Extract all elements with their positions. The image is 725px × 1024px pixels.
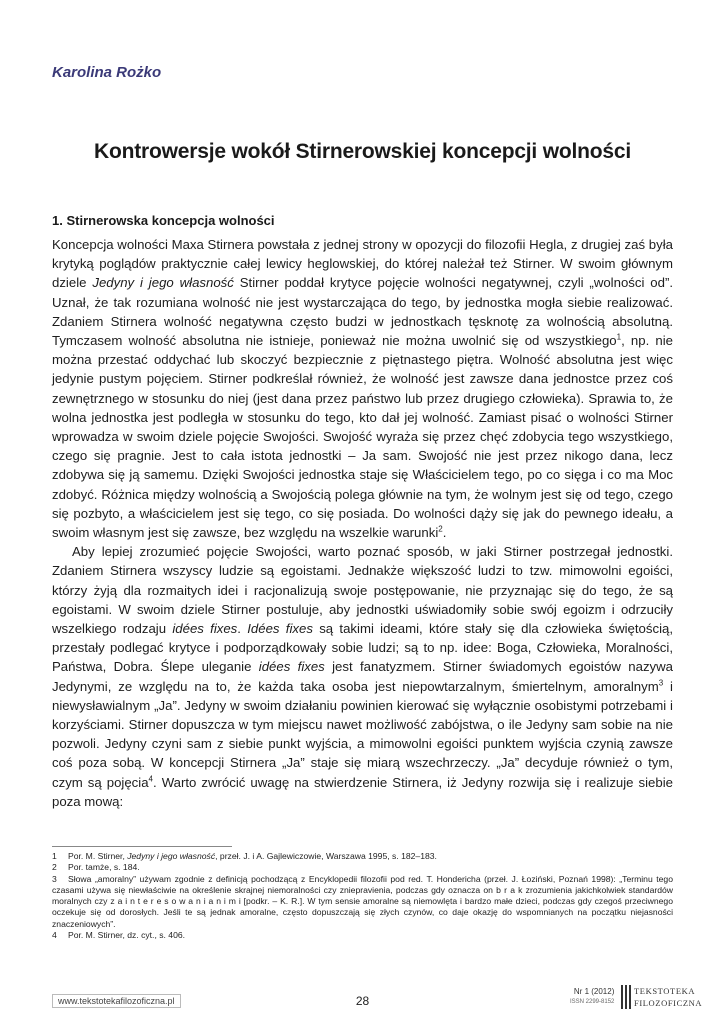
article-body bbox=[52, 235, 673, 811]
footnote-4: 4 Por. M. Stirner, dz. cyt., s. 406. bbox=[52, 930, 186, 941]
page-number: 28 bbox=[355, 994, 370, 1008]
paragraph-2: Aby lepiej zrozumieć pojęcie Swojości, warto poznać sposób, w jaki Stirner postrzegał jednostki. Zdaniem Stirnera wszyscy ludzie są egoistami. Jednakże większość ludzi to tzw. mimowolni egoiści, którzy żyją dla rozmaitych idei i racjonalizują swoje postępowanie, nie przyznając się do tego, że są egoistami. W swoim dziele Stirner postuluje, aby jednostki uświadomiły sobie swój egoizm i odrzuciły wszelkiego rodzaju idées fixes. Idées fixes są takimi ideami, które stały się dla człowieka świętością, przestały podlegać krytyce i podporządkowały sobie ludzi; są to np. idee: Boga, Człowieka, Moralności, Państwa, Dobra. Ślepe uleganie idées fixes jest fanatyzmem. Stirner świadomych egoistów nazywa Jedynymi, ze względu na to, że każda taka osoba jest niepowtarzalnym, śmiertelnym, amoralnym$^3$ i niewysławialnym „Ja”. Jedyny w swoim działaniu powinien kierować się wyłącznie osobistymi potrzebami i korzyściami. Stirner dopuszcza w tym miejscu nawet możliwość zabójstwa, o ile Jedyny sam sobie na nie pozwoli. Jedyny czyni sam z siebie punkt wyjścia, a mimowolni egoiści punktem wyjścia czynią zawsze coś poza sobą. W koncepcji Stirnera „Ja” staje się miarą wszechrzeczy. „Ja” decyduje również o tym, czym są pojęcia$^4$. Warto zwrócić uwagę na stwierdzenie Stirnera, iż Jedyny rozwija się i realizuje siebie poza mową: bbox=[52, 544, 673, 809]
footnote-ref-4[interactable]: 4 bbox=[148, 774, 153, 784]
journal-logo bbox=[621, 985, 702, 1009]
author-name: Karolina Rożko bbox=[52, 64, 162, 81]
issue-number: Nr 1 (2012) bbox=[573, 987, 615, 996]
article-title: Kontrowersje wokół Stirnerowskiej koncepcji wolności bbox=[94, 140, 631, 163]
section-heading: 1. Stirnerowska koncepcja wolności bbox=[52, 213, 275, 228]
footnote-divider bbox=[52, 846, 232, 847]
footnote-2: 2 Por. tamże, s. 184. bbox=[52, 862, 140, 873]
footnote-ref-2[interactable]: 2 bbox=[438, 524, 443, 534]
logo-bars-icon bbox=[621, 985, 631, 1009]
footnote-ref-1[interactable]: 1 bbox=[616, 332, 622, 342]
website-link[interactable]: www.tekstotekafilozoficzna.pl bbox=[52, 994, 181, 1008]
footnote-1: 1 Por. M. Stirner, Jedyny i jego własność, przeł. J. i A. Gajlewiczowie, Warszawa 1995, s. 182–183. bbox=[52, 851, 437, 861]
footnotes bbox=[52, 851, 673, 941]
logo-text: TEKSTOTEKA FILOZOFICZNA bbox=[634, 986, 703, 1008]
issue-info bbox=[570, 986, 614, 1008]
paragraph-1: Koncepcja wolności Maxa Stirnera powstała z jednej strony w opozycji do filozofii Hegla, z drugiej zaś była krytyką poglądów praktycznie całej lewicy heglowskiej, do której należał też Stirner. W swoim głównym dziele Jedyny i jego własność Stirner poddał krytyce pojęcie wolności negatywnej, czyli „wolności od”. Uznał, że tak rozumiana wolność nie jest wystarczająca do tego, by jednostka mogła siebie realizować. Zdaniem Stirnera wolność negatywna często budzi w jednostkach tęsknotę za wolnością absolutną. Tymczasem wolność absolutna nie istnieje, ponieważ nie można uwolnić się od wszystkiego$^1$, np. nie można przestać oddychać lub skoczyć bezpiecznie z piętnastego piętra. Wolność absolutna jest więc jedynie pustym pojęciem. Stirner podkreślał również, że wolność jest zawsze dana jednostce przez coś zewnętrznego w stosunku do niej (jest dana przez państwo lub przez drugiego człowieka). Sprawia to, że wolna jednostka jest podległa w stosunku do tego, kto dał jej wolność. Zamiast pisać o wolności Stirner wprowadza w swoim dziele pojęcie Swojości. Swojość wyraża się przez chęć zdobycia tego wszystkiego, czego się pragnie. Jest to cała istota jednostki – Ja sam. Swojość nie jest przez nikogo dana, lecz zdobywa się ją samemu. Dzięki Swojości jednostka staje się Właścicielem tego, po co sięga i co ma Moc zdobyć. Różnica między wolnością a Swojością polega głównie na tym, że wolnym jest się od tego, czego się pozbyto, a właścicielem jest się tego, co się posiada. Do wolności dąży się jak do pewnego ideału, a swoim własnym jest się zawsze, bez względu na wszelkie warunki$^2$. bbox=[52, 237, 673, 541]
issn: ISSN 2299-8152 bbox=[570, 999, 615, 1005]
footnote-ref-3[interactable]: 3 bbox=[658, 678, 664, 688]
footnote-3: 3 Słowa „amoralny” używam zgodnie z definicją pochodzącą z Encyklopedii filozofii pod red. T. Hondericha (przeł. J. Łoziński, Poznań 1998): „Terminu tego czasami używa się niewłaściwie na określenie skrajnej niemoralności czy zniepravienia, podczas gdy oznacza on b r a k zrozumienia jakichkolwiek standardów moralnych czy z a i n t e r e s o w a n i a n i m i [podkr. – K. R.]. W tym sensie amoralne są niemowlęta i bardzo małe dzieci, podczas gdy czegoś przeciwnego oczekuje się od dorosłych. Jeśli te są jednak amoralne, często dopuszczają się złych czynów, co daje okazję do wspomnianych na początku niejasności znaczeniowych”. bbox=[52, 873, 673, 929]
